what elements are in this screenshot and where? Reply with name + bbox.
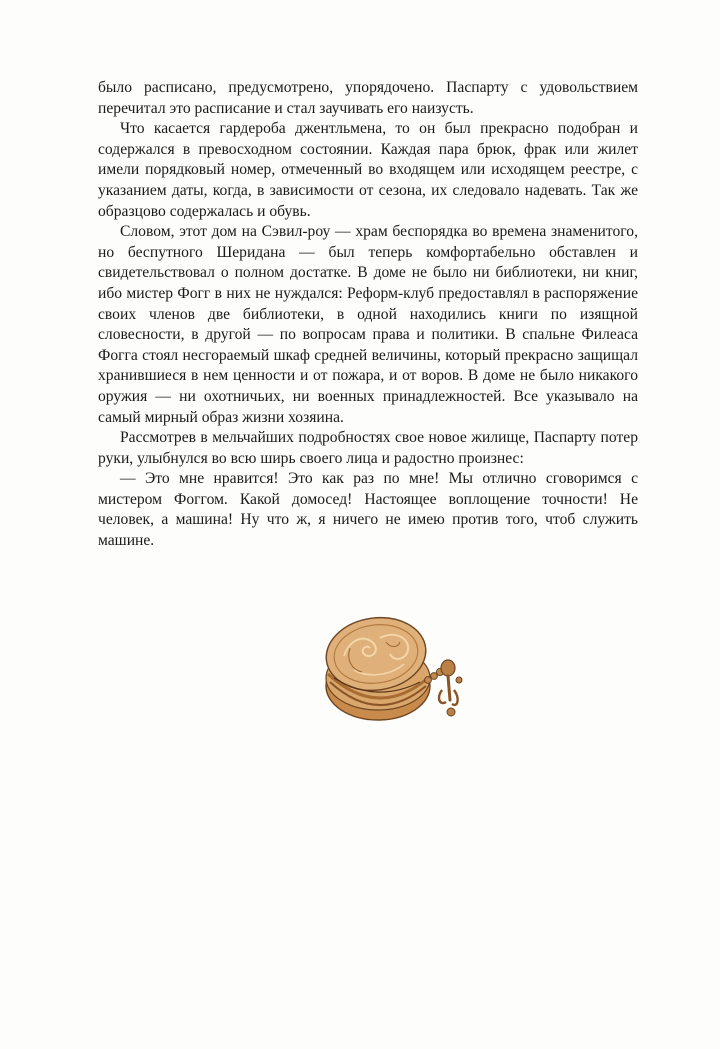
pocket-watch-illustration (320, 608, 466, 740)
paragraph-4: Рассмотрев в мельчайших подробностях свое новое жилище, Паспарту потер руки, улыбнулся во всю ширь своего лица и радостно произнес: (98, 429, 638, 467)
paragraph-1: было расписано, предусмотрено, упорядочено. Паспарту с удовольствием перечитал это расписание и стал заучивать его наизусть. (98, 79, 638, 117)
paragraph-3: Словом, этот дом на Сэвил-роу — храм беспорядка во времена знаменитого, но беспутного Шеридана — был теперь комфортабельно обставлен и свидетельствовал о полном достатке. В доме не было ни библиотеки, ни книг, ибо мистер Фогг в них не нуждался: Реформ-клуб предоставлял в распоряжение своих членов две библиотеки, в одной находились книги по изящной словесности, в другой — по вопросам права и политики. В спальне Филеаса Фогга стоял несгораемый шкаф средней величины, который прекрасно защищал хранившиеся в нем ценности и от пожара, и от воров. В доме не было никакого оружия — ни охотничьих, ни военных принадлежностей. Все указывало на самый мирный образ жизни хозяина. (98, 223, 638, 426)
paragraph-2: Что касается гардероба джентльмена, то он был прекрасно подобран и содержался в превосходном состоянии. Каждая пара брюк, фрак или жилет имели порядковый номер, отмеченный во входящем или исходящем реестре, с указанием даты, когда, в зависимости от сезона, их следовало надевать. Так же образцово содержалась и обувь. (98, 120, 638, 220)
page-text (98, 78, 638, 552)
pocket-watch-icon (320, 608, 466, 740)
paragraph-5: — Это мне нравится! Это как раз по мне! Мы отлично сговоримся с мистером Фоггом. Какой домосед! Настоящее воплощение точности! Не человек, а машина! Ну что ж, я ничего не имею против того, чтоб служить машине. (98, 470, 638, 550)
